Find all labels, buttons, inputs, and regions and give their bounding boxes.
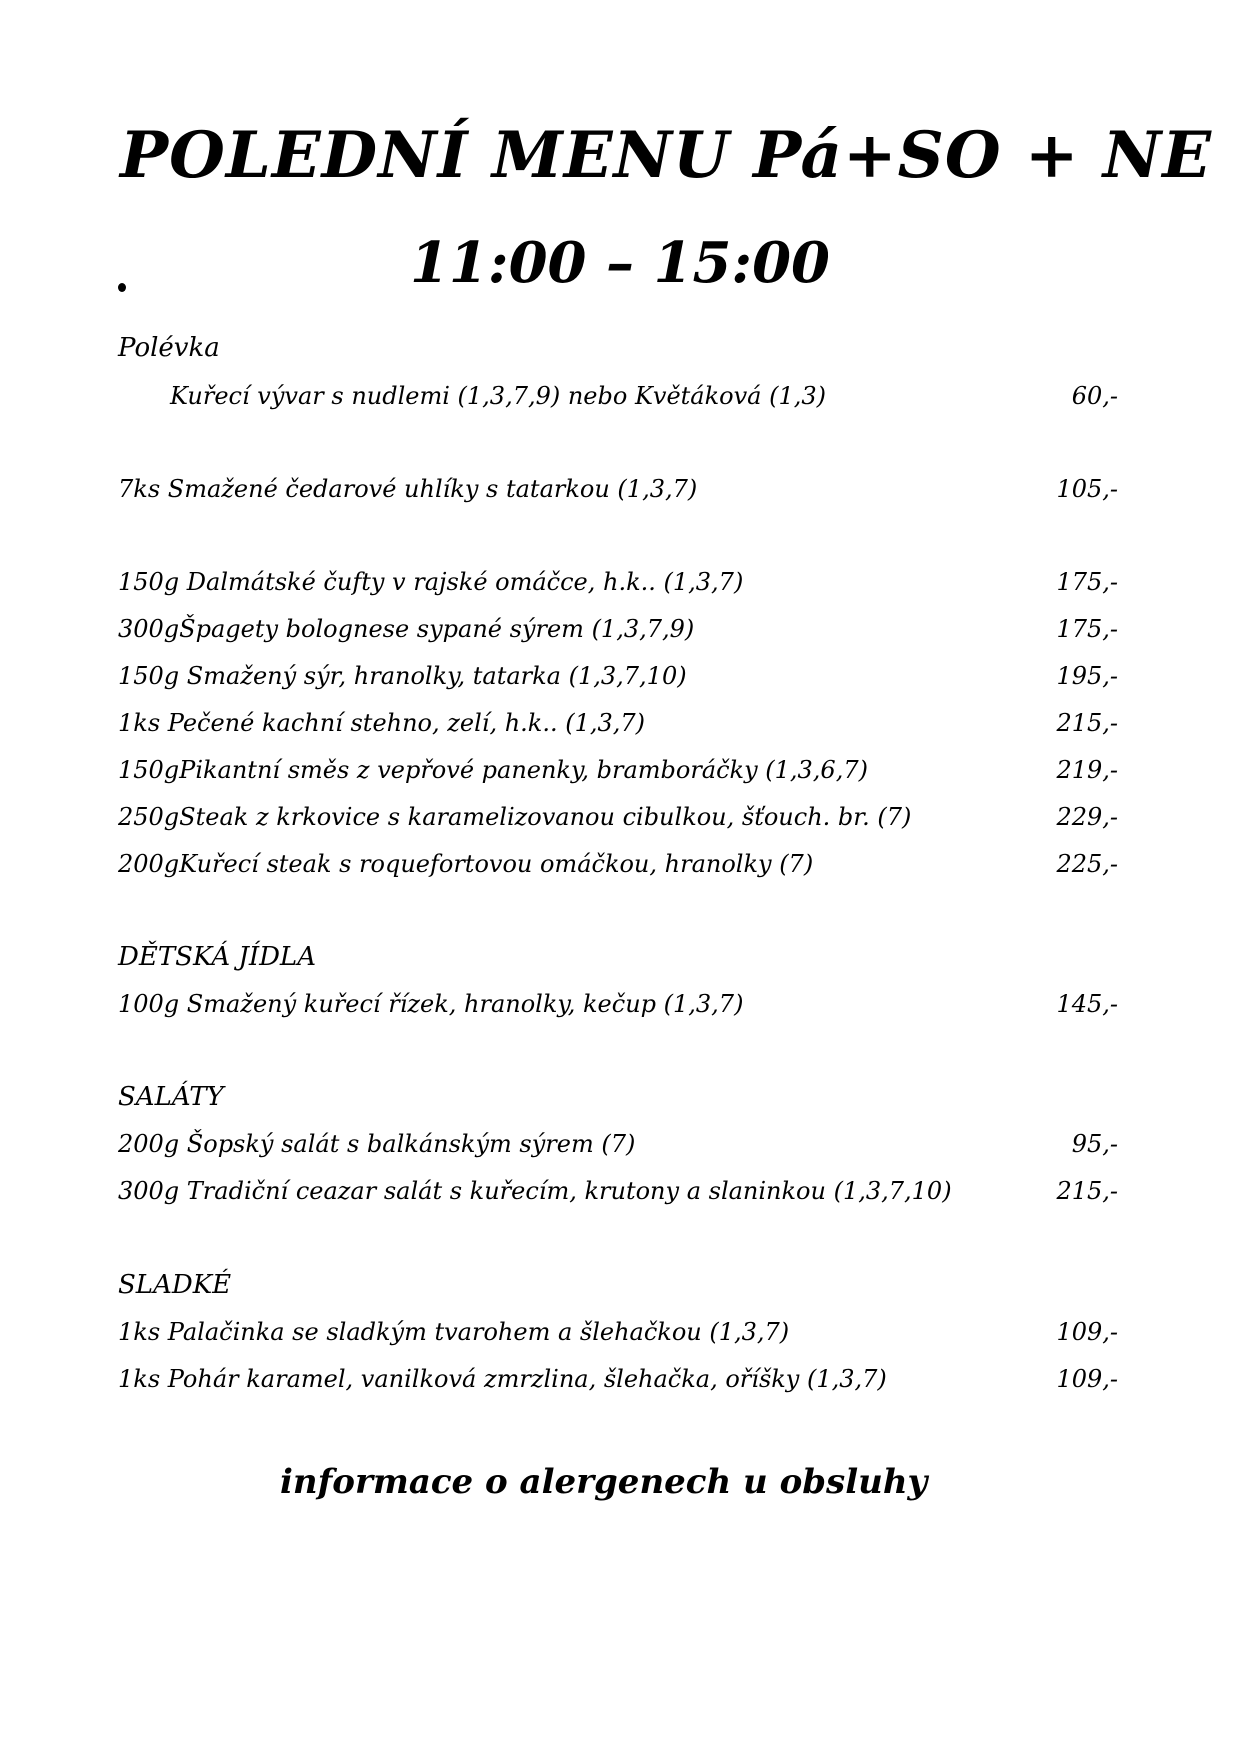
item-price: 215,- xyxy=(1056,1177,1118,1205)
section-heading-salads: SALÁTY xyxy=(118,1082,224,1112)
menu-item xyxy=(118,382,1118,416)
item-description: 150g Smažený sýr, hranolky, tatarka (1,3,7,10) xyxy=(118,662,687,690)
item-description: 300gŠpagety bolognese sypané sýrem (1,3,7,9) xyxy=(118,615,695,643)
item-description: 250gSteak z krkovice s karamelizovanou cibulkou, šťouch. br. (7) xyxy=(118,803,912,831)
item-price: 95,- xyxy=(1071,1130,1118,1158)
item-description: 1ks Pečené kachní stehno, zelí, h.k.. (1,3,7) xyxy=(118,709,646,737)
item-description: 150gPikantní směs z vepřové panenky, bramboráčky (1,3,6,7) xyxy=(118,756,868,784)
serving-hours: 11:00 – 15:00 xyxy=(409,230,831,296)
menu-item xyxy=(118,615,1118,649)
item-price: 225,- xyxy=(1056,850,1118,878)
section-heading-soup: Polévka xyxy=(118,333,220,363)
menu-item xyxy=(118,709,1118,743)
menu-item xyxy=(118,568,1118,602)
item-description: Kuřecí vývar s nudlemi (1,3,7,9) nebo Květáková (1,3) xyxy=(170,382,826,410)
item-description: 150g Dalmátské čufty v rajské omáčce, h.k.. (1,3,7) xyxy=(118,568,744,596)
item-description: 200g Šopský salát s balkánským sýrem (7) xyxy=(118,1130,636,1158)
section-heading-desserts: SLADKÉ xyxy=(118,1270,232,1300)
item-price: 109,- xyxy=(1056,1318,1118,1346)
menu-item xyxy=(118,990,1118,1024)
item-price: 219,- xyxy=(1056,756,1118,784)
item-price: 60,- xyxy=(1071,382,1118,410)
item-price: 145,- xyxy=(1056,990,1118,1018)
item-price: 105,- xyxy=(1056,475,1118,503)
item-description: 1ks Palačinka se sladkým tvarohem a šlehačkou (1,3,7) xyxy=(118,1318,790,1346)
item-price: 229,- xyxy=(1056,803,1118,831)
item-description: 200gKuřecí steak s roquefortovou omáčkou, hranolky (7) xyxy=(118,850,814,878)
menu-item xyxy=(118,475,1118,509)
item-description: 300g Tradiční ceazar salát s kuřecím, krutony a slaninkou (1,3,7,10) xyxy=(118,1177,952,1205)
menu-item xyxy=(118,1318,1118,1352)
section-heading-kids: DĚTSKÁ JÍDLA xyxy=(118,942,316,972)
allergen-info-note: informace o alergenech u obsluhy xyxy=(280,1462,928,1502)
menu-item xyxy=(118,803,1118,837)
menu-item xyxy=(118,662,1118,696)
item-price: 175,- xyxy=(1056,568,1118,596)
item-description: 1ks Pohár karamel, vanilková zmrzlina, šlehačka, oříšky (1,3,7) xyxy=(118,1365,887,1393)
item-description: 7ks Smažené čedarové uhlíky s tatarkou (1,3,7) xyxy=(118,475,698,503)
menu-item xyxy=(118,850,1118,884)
menu-item xyxy=(118,1177,1118,1211)
item-price: 195,- xyxy=(1056,662,1118,690)
item-price: 109,- xyxy=(1056,1365,1118,1393)
menu-item xyxy=(118,1130,1118,1164)
item-price: 215,- xyxy=(1056,709,1118,737)
menu-item xyxy=(118,1365,1118,1399)
item-price: 175,- xyxy=(1056,615,1118,643)
item-description: 100g Smažený kuřecí řízek, hranolky, kečup (1,3,7) xyxy=(118,990,744,1018)
menu-title: POLEDNÍ MENU Pá+SO + NE xyxy=(120,118,1213,193)
menu-item xyxy=(118,756,1118,790)
